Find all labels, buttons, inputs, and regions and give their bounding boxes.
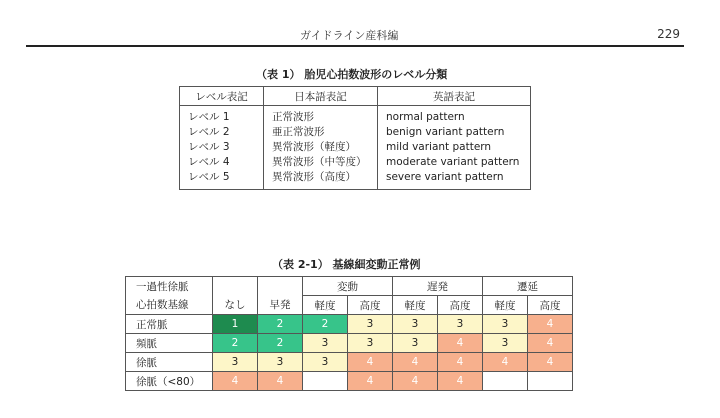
- table1-caption: （表 1） 胎児心拍数波形のレベル分類: [256, 68, 448, 81]
- sub-header-mild: 軽度: [303, 296, 348, 315]
- level-cell: 4: [438, 334, 483, 353]
- level-cell: 4: [393, 353, 438, 372]
- header-none-top: [213, 277, 258, 296]
- level-label: レベル 1: [180, 106, 264, 126]
- level-cell: 3: [213, 353, 258, 372]
- group-header-variable: 変動: [303, 277, 393, 296]
- corner-label-baseline: 心拍数基線: [126, 296, 213, 315]
- japanese-label: 異常波形（高度）: [264, 170, 378, 190]
- sub-header-severe: 高度: [348, 296, 393, 315]
- table-row: [126, 353, 573, 372]
- level-cell: 3: [483, 315, 528, 334]
- english-label: severe variant pattern: [378, 170, 531, 190]
- header-none: なし: [213, 296, 258, 315]
- empty-cell: [483, 372, 528, 391]
- level-cell: 4: [213, 372, 258, 391]
- empty-cell: [528, 372, 573, 391]
- level-cell: 3: [393, 315, 438, 334]
- english-label: moderate variant pattern: [378, 155, 531, 170]
- table-row: [180, 155, 531, 170]
- level-cell: 3: [348, 315, 393, 334]
- table1-header-japanese: 日本語表記: [264, 87, 378, 106]
- running-header-title: ガイドライン産科編: [300, 29, 399, 42]
- level-cell: 4: [528, 353, 573, 372]
- level-cell: 4: [528, 315, 573, 334]
- table1-header-row: [180, 87, 531, 106]
- row-label-bradycardia: 徐脈: [126, 353, 213, 372]
- header-early-top: [258, 277, 303, 296]
- table2-caption: （表 2-1） 基線細変動正常例: [272, 258, 421, 271]
- group-header-late: 遅発: [393, 277, 483, 296]
- level-cell: 2: [258, 315, 303, 334]
- table1-header-level: レベル表記: [180, 87, 264, 106]
- table-row: [180, 140, 531, 155]
- sub-header-mild: 軽度: [393, 296, 438, 315]
- level-cell: 4: [393, 372, 438, 391]
- level-cell: 4: [348, 353, 393, 372]
- header-early: 早発: [258, 296, 303, 315]
- level-cell: 3: [438, 315, 483, 334]
- level-cell: 4: [528, 334, 573, 353]
- japanese-label: 異常波形（軽度）: [264, 140, 378, 155]
- level-cell: 1: [213, 315, 258, 334]
- sub-header-severe: 高度: [438, 296, 483, 315]
- sub-header-mild: 軽度: [483, 296, 528, 315]
- table2-header-row-1: [126, 277, 573, 296]
- english-label: mild variant pattern: [378, 140, 531, 155]
- table-row: [180, 106, 531, 126]
- sub-header-severe: 高度: [528, 296, 573, 315]
- table-row: [180, 125, 531, 140]
- group-header-prolonged: 遷延: [483, 277, 573, 296]
- table-row: [126, 334, 573, 353]
- header-divider: [26, 45, 684, 47]
- english-label: normal pattern: [378, 106, 531, 126]
- table-row: [126, 372, 573, 391]
- row-label-bradycardia-under-80: 徐脈（<80）: [126, 372, 213, 391]
- level-cell: 3: [483, 334, 528, 353]
- level-cell: 4: [258, 372, 303, 391]
- level-classification-table: [179, 86, 531, 190]
- japanese-label: 異常波形（中等度）: [264, 155, 378, 170]
- level-cell: 3: [393, 334, 438, 353]
- table-row: [180, 170, 531, 190]
- level-cell: 3: [348, 334, 393, 353]
- level-cell: 4: [348, 372, 393, 391]
- page-number: 229: [657, 27, 680, 41]
- table1-header-english: 英語表記: [378, 87, 531, 106]
- table2-header-row-2: [126, 296, 573, 315]
- japanese-label: 亜正常波形: [264, 125, 378, 140]
- level-label: レベル 4: [180, 155, 264, 170]
- table-row: [126, 315, 573, 334]
- level-cell: 3: [303, 334, 348, 353]
- level-cell: 3: [303, 353, 348, 372]
- level-cell: 4: [438, 372, 483, 391]
- level-cell: 2: [213, 334, 258, 353]
- baseline-variability-table: [125, 276, 573, 391]
- level-cell: 2: [303, 315, 348, 334]
- level-cell: 4: [483, 353, 528, 372]
- level-label: レベル 3: [180, 140, 264, 155]
- level-cell: 3: [258, 353, 303, 372]
- row-label-tachycardia: 頻脈: [126, 334, 213, 353]
- row-label-normal: 正常脈: [126, 315, 213, 334]
- level-label: レベル 5: [180, 170, 264, 190]
- level-label: レベル 2: [180, 125, 264, 140]
- english-label: benign variant pattern: [378, 125, 531, 140]
- level-cell: 4: [438, 353, 483, 372]
- corner-label-decelerations: 一過性徐脈: [126, 277, 213, 296]
- empty-cell: [303, 372, 348, 391]
- japanese-label: 正常波形: [264, 106, 378, 126]
- level-cell: 2: [258, 334, 303, 353]
